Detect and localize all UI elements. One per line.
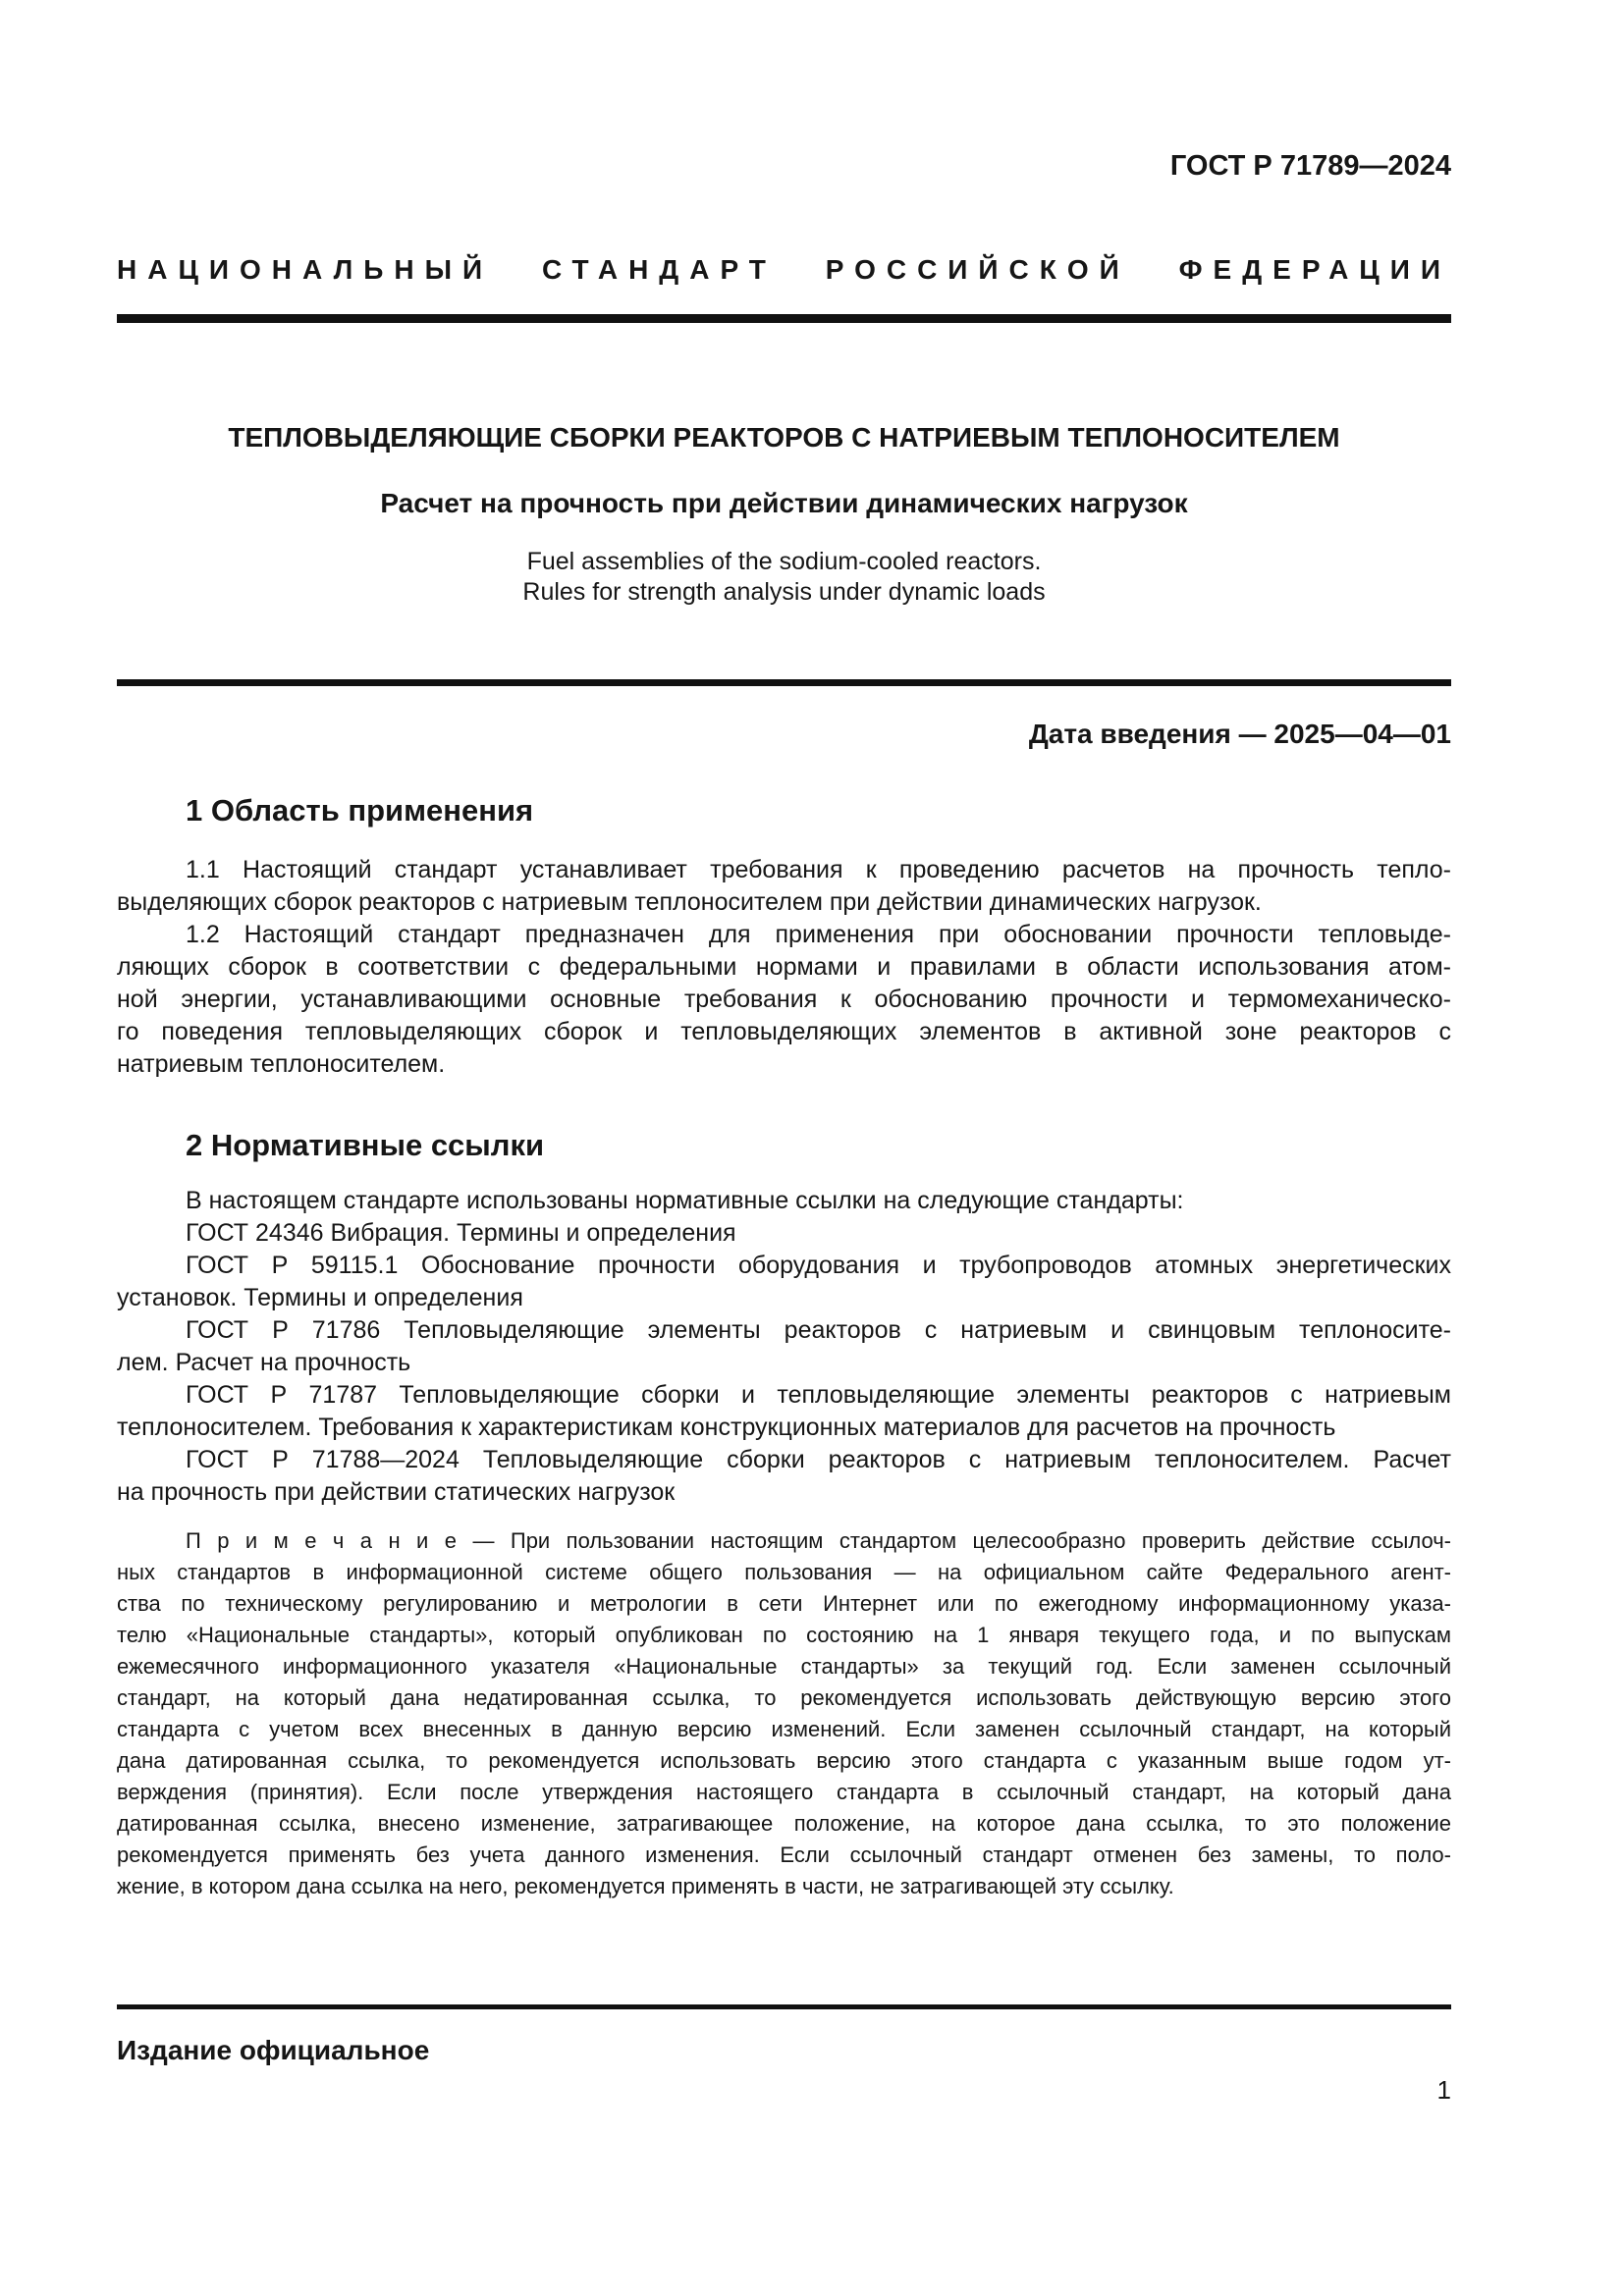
text-line: датированная ссылка, внесено изменение, затрагивающее положение, на которое дана ссылка, то это положение (117, 1811, 1451, 1836)
reference-gost-r-71786 (117, 1314, 1451, 1379)
text-line: натриевым теплоносителем. (117, 1050, 446, 1078)
text-line: ГОСТ Р 71787 Тепловыделяющие сборки и тепловыделяющие элементы реакторов с натриевым (186, 1381, 1451, 1409)
official-edition-label: Издание официальное (117, 2035, 430, 2065)
text-line: теплоносителем. Требования к характеристикам конструкционных материалов для расчетов на прочность (117, 1414, 1336, 1441)
effective-date: Дата введения — 2025—04—01 (1028, 719, 1451, 749)
text-line: лем. Расчет на прочность (117, 1349, 411, 1376)
text-line: ежемесячного информационного указателя «Национальные стандарты» за текущий год. Если заменен ссылочный (117, 1654, 1451, 1679)
text-line: верждения (принятия). Если после утверждения настоящего стандарта в ссылочный стандарт, на который дана (117, 1780, 1451, 1804)
text-line: рекомендуется применять без учета данного изменения. Если ссылочный стандарт отменен без замены, то поло- (117, 1842, 1451, 1867)
section-2-heading: 2 Нормативные ссылки (186, 1128, 545, 1162)
bottom-divider (117, 2004, 1451, 2009)
text-line: на прочность при действии статических нагрузок (117, 1478, 676, 1506)
mid-divider (117, 679, 1451, 686)
text-line: установок. Термины и определения (117, 1284, 523, 1311)
reference-gost-r-71788 (117, 1444, 1451, 1509)
text-line: 1.2 Настоящий стандарт предназначен для применения при обосновании прочности тепловыде- (186, 921, 1451, 948)
text-line: ной энергии, устанавливающими основные требования к обоснованию прочности и термомеханическо- (117, 986, 1451, 1013)
text-line: стандарт, на который дана недатированная ссылка, то рекомендуется использовать действующую версию этого (117, 1685, 1451, 1710)
text-line: дана датированная ссылка, то рекомендуется использовать версию этого стандарта с указанным выше годом ут- (117, 1748, 1451, 1773)
text-line: выделяющих сборок реакторов с натриевым теплоносителем при действии динамических нагрузок. (117, 888, 1262, 916)
top-divider (117, 314, 1451, 323)
doc-title: ТЕПЛОВЫДЕЛЯЮЩИЕ СБОРКИ РЕАКТОРОВ С НАТРИЕВЫМ ТЕПЛОНОСИТЕЛЕМ (228, 422, 1340, 453)
reference-gost-r-71787 (117, 1379, 1451, 1444)
doc-code: ГОСТ Р 71789—2024 (1169, 150, 1451, 182)
text-line: ГОСТ Р 71786 Тепловыделяющие элементы реакторов с натриевым и свинцовым теплоносите- (186, 1316, 1451, 1344)
doc-title-english-line-2: Rules for strength analysis under dynamic loads (522, 578, 1046, 606)
paragraph-1-1 (117, 854, 1451, 919)
doc-title-english-line-1: Fuel assemblies of the sodium-cooled reactors. (526, 548, 1042, 575)
reference-gost-r-59115-1 (117, 1250, 1451, 1314)
doc-subtitle: Расчет на прочность при действии динамических нагрузок (380, 488, 1188, 518)
references-intro (117, 1185, 1451, 1217)
paragraph-1-2 (117, 919, 1451, 1081)
text-line: В настоящем стандарте использованы нормативные ссылки на следующие стандарты: (186, 1187, 1184, 1214)
text-line: ляющих сборок в соответствии с федеральными нормами и правилами в области использования атом- (117, 953, 1451, 981)
text-line: ства по техническому регулированию и метрологии в сети Интернет или по ежегодному информационному указа- (117, 1591, 1451, 1616)
note-block (117, 1525, 1451, 1902)
standard-banner: НАЦИОНАЛЬНЫЙ СТАНДАРТ РОССИЙСКОЙ ФЕДЕРАЦИИ (117, 254, 1451, 285)
text-line: стандарта с учетом всех внесенных в данную версию изменений. Если заменен ссылочный стандарт, на который (117, 1717, 1451, 1741)
reference-gost-24346 (117, 1217, 1451, 1250)
text-line: П р и м е ч а н и е — При пользовании настоящим стандартом целесообразно проверить действие ссылоч- (186, 1528, 1451, 1553)
text-line: ГОСТ Р 59115.1 Обоснование прочности оборудования и трубопроводов атомных энергетических (186, 1252, 1451, 1279)
text-line: жение, в котором дана ссылка на него, рекомендуется применять в части, не затрагивающей эту ссылку. (117, 1874, 1174, 1898)
text-line: ных стандартов в информационной системе общего пользования — на официальном сайте Федерального агент- (117, 1560, 1451, 1584)
text-line: телю «Национальные стандарты», который опубликован по состоянию на 1 января текущего года, и по выпускам (117, 1623, 1451, 1647)
text-line: ГОСТ Р 71788—2024 Тепловыделяющие сборки реакторов с натриевым теплоносителем. Расчет (186, 1446, 1451, 1473)
text-line: ГОСТ 24346 Вибрация. Термины и определения (186, 1219, 736, 1247)
doc-title-english (117, 547, 1451, 608)
section-1-heading: 1 Область применения (186, 793, 534, 828)
text-line: 1.1 Настоящий стандарт устанавливает требования к проведению расчетов на прочность тепло- (186, 856, 1451, 883)
text-line: го поведения тепловыделяющих сборок и тепловыделяющих элементов в активной зоне реакторов с (117, 1018, 1451, 1045)
page-number: 1 (1436, 2075, 1451, 2105)
